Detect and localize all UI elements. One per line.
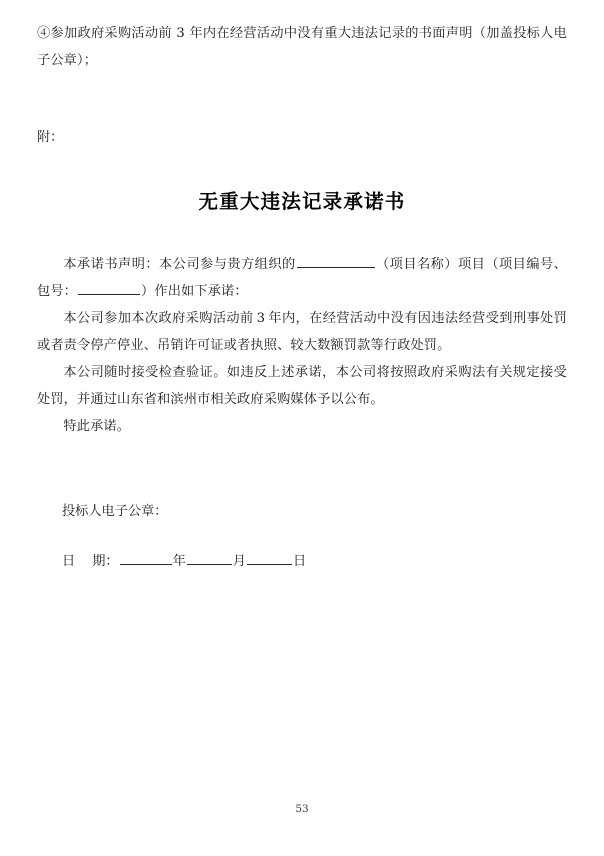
- no-violation-paragraph: [37, 305, 567, 359]
- day-unit: 日: [292, 554, 307, 569]
- attachment-label: 附：: [37, 130, 64, 145]
- years-count: 3: [256, 311, 266, 326]
- day-blank[interactable]: [247, 551, 292, 565]
- declaration-paragraph: [37, 251, 567, 305]
- declaration-tail-text: ）作出如下承诺：: [141, 284, 248, 299]
- date-line: [62, 548, 306, 575]
- month-unit: 月: [232, 554, 246, 569]
- project-name-blank[interactable]: [297, 254, 375, 268]
- date-label-rest: 期：: [92, 554, 119, 569]
- date-label-first-char: 日: [62, 554, 76, 569]
- closing-paragraph: 特此承诺。: [63, 419, 131, 434]
- intro-paragraph: ④参加政府采购活动前 3 年内在经营活动中没有重大违法记录的书面声明（加盖投标人电子公章）；: [37, 26, 567, 68]
- year-unit: 年: [172, 554, 186, 569]
- body-text-block: [37, 251, 567, 440]
- page-number: 53: [295, 803, 309, 815]
- no-violation-tail-text: 年内，在经营活动中没有因违法经营受到刑事处罚或者责令停产停业、吊销许可证或者执照、较大数额罚款等行政处罚。: [37, 311, 567, 353]
- page-title: 无重大违法记录承诺书: [198, 190, 406, 213]
- year-blank[interactable]: [120, 551, 172, 565]
- seal-label: 投标人电子公章：: [62, 504, 168, 519]
- declaration-lead-text: 本承诺书声明：本公司参与贵方组织的: [63, 257, 296, 272]
- intro-paragraph-container: [37, 20, 567, 74]
- declaration-mid-text: （项目名称）项目（项目编号、包号：: [37, 257, 567, 299]
- no-violation-lead-text: 本公司参加本次政府采购活动前: [63, 311, 254, 326]
- month-blank[interactable]: [187, 551, 232, 565]
- package-number-blank[interactable]: [78, 281, 140, 295]
- attachment-label-container: [37, 124, 567, 151]
- inspection-paragraph: 本公司随时接受检查验证。如违反上述承诺，本公司将按照政府采购法有关规定接受处罚，并通过山东省和滨州市相关政府采购媒体予以公布。: [37, 365, 567, 407]
